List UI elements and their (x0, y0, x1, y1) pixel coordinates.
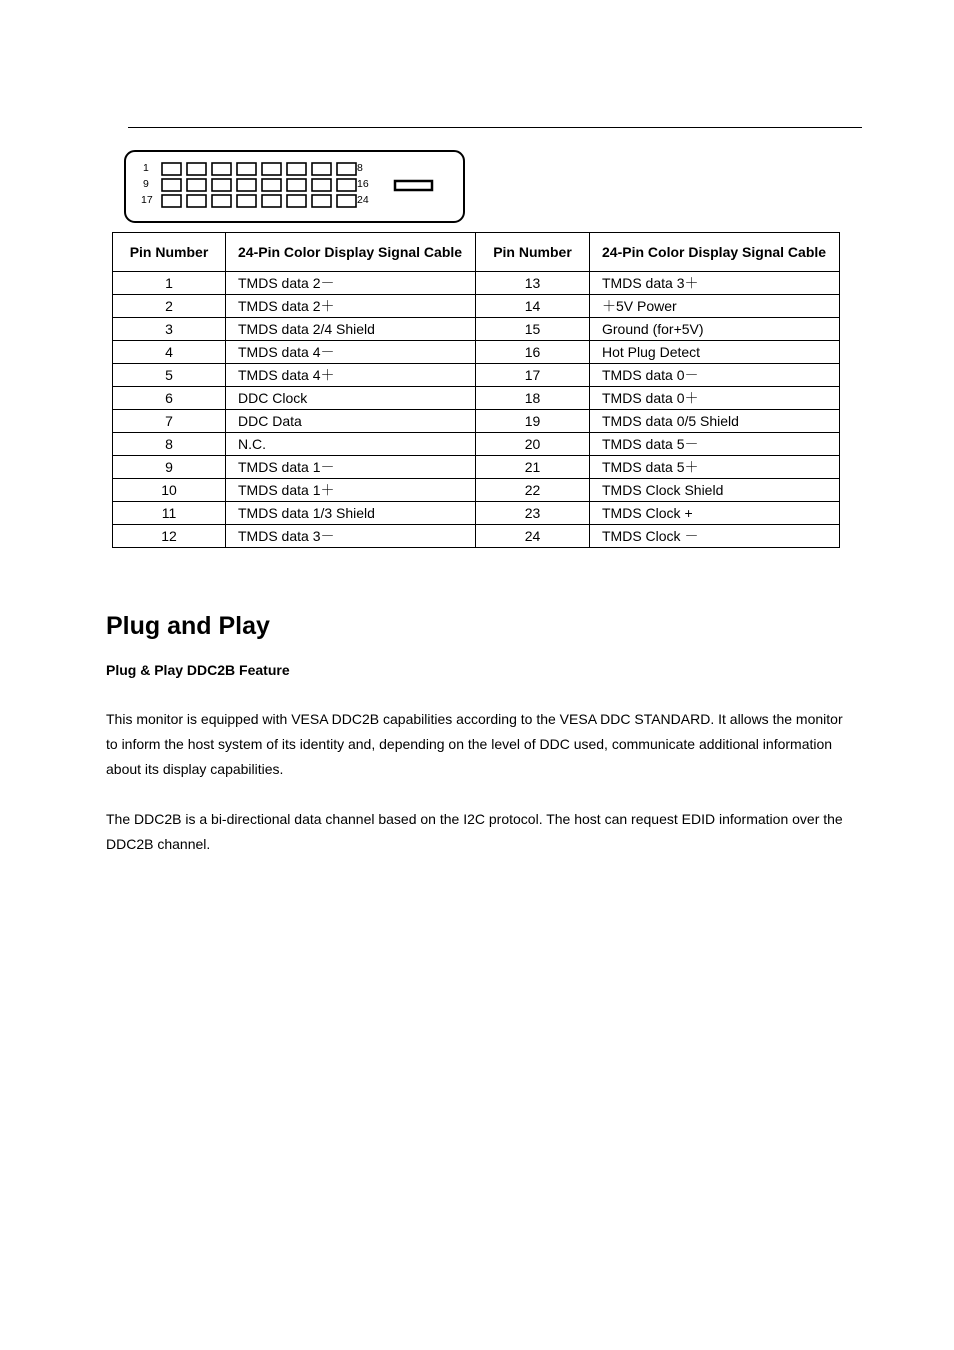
dvi-connector-svg (124, 150, 465, 223)
pin-number-cell: 5 (113, 364, 226, 387)
signal-cell: Ground (for+5V) (590, 318, 840, 341)
pin-number-cell: 10 (113, 479, 226, 502)
table-row (113, 295, 840, 318)
pin-number-cell: 24 (476, 525, 590, 548)
pin-label-17: 17 (141, 194, 153, 206)
pin-number-cell: 4 (113, 341, 226, 364)
table-row (113, 341, 840, 364)
signal-cell: TMDS data 4＋ (226, 364, 476, 387)
pin-label-8: 8 (357, 162, 363, 174)
pin-label-24: 24 (357, 194, 369, 206)
table-row (113, 525, 840, 548)
signal-cell: TMDS data 4－ (226, 341, 476, 364)
section-subheading: Plug & Play DDC2B Feature (106, 662, 290, 678)
signal-cell: TMDS data 2＋ (226, 295, 476, 318)
pin-number-cell: 3 (113, 318, 226, 341)
signal-cell: TMDS data 2－ (226, 272, 476, 295)
pin-number-cell: 9 (113, 456, 226, 479)
pin-number-cell: 16 (476, 341, 590, 364)
pin-number-cell: 18 (476, 387, 590, 410)
paragraph: The DDC2B is a bi-directional data channel based on the I2C protocol. The host can request EDID information over the DDC2B channel. (106, 811, 843, 852)
signal-cell: TMDS data 2/4 Shield (226, 318, 476, 341)
pin-number-cell: 19 (476, 410, 590, 433)
pin-number-cell: 22 (476, 479, 590, 502)
signal-cell: TMDS data 1－ (226, 456, 476, 479)
table-row (113, 364, 840, 387)
pin-number-cell: 7 (113, 410, 226, 433)
pin-number-cell: 13 (476, 272, 590, 295)
signal-cell: TMDS Clock Shield (590, 479, 840, 502)
pin-number-cell: 15 (476, 318, 590, 341)
table-row (113, 433, 840, 456)
dvi-connector-diagram (124, 150, 465, 223)
pin-number-cell: 20 (476, 433, 590, 456)
pin-number-cell: 23 (476, 502, 590, 525)
section-title: Plug and Play (106, 612, 270, 640)
pin-number-cell: 11 (113, 502, 226, 525)
signal-cell: TMDS data 1＋ (226, 479, 476, 502)
pin-number-cell: 14 (476, 295, 590, 318)
table-row (113, 387, 840, 410)
pin-number-cell: 6 (113, 387, 226, 410)
signal-cell: TMDS data 1/3 Shield (226, 502, 476, 525)
signal-cell: TMDS data 0/5 Shield (590, 410, 840, 433)
signal-cell: TMDS data 3＋ (590, 272, 840, 295)
pin-label-9: 9 (143, 178, 149, 190)
signal-cell: TMDS data 0－ (590, 364, 840, 387)
signal-cell: DDC Clock (226, 387, 476, 410)
signal-cell: DDC Data (226, 410, 476, 433)
signal-cell: TMDS data 0＋ (590, 387, 840, 410)
signal-cell: TMDS data 3－ (226, 525, 476, 548)
header-signal: 24-Pin Color Display Signal Cable (226, 233, 476, 272)
pin-number-cell: 2 (113, 295, 226, 318)
pin-number-cell: 21 (476, 456, 590, 479)
pin-number-cell: 8 (113, 433, 226, 456)
signal-cell: TMDS Clock + (590, 502, 840, 525)
table-row (113, 502, 840, 525)
table-row (113, 456, 840, 479)
paragraph: This monitor is equipped with VESA DDC2B capabilities according to the VESA DDC STANDARD. It allows the monitor to inform the host system of its identity and, depending on the level of DDC used, communicate additional information about its display capabilities. (106, 711, 843, 777)
signal-cell: TMDS Clock － (590, 525, 840, 548)
pin-number-cell: 17 (476, 364, 590, 387)
signal-cell: N.C. (226, 433, 476, 456)
header-pin-number: Pin Number (113, 233, 226, 272)
table-row (113, 318, 840, 341)
connector-outline (125, 151, 464, 222)
table-row (113, 272, 840, 295)
table-row (113, 410, 840, 433)
header-rule (128, 127, 862, 128)
pin-number-cell: 1 (113, 272, 226, 295)
table-header-row (113, 233, 840, 272)
signal-cell: TMDS data 5＋ (590, 456, 840, 479)
signal-cell: TMDS data 5－ (590, 433, 840, 456)
header-pin-number: Pin Number (476, 233, 590, 272)
pin-label-1: 1 (143, 162, 149, 174)
pin-assignment-table (112, 232, 840, 548)
header-signal: 24-Pin Color Display Signal Cable (590, 233, 840, 272)
signal-cell: ＋5V Power (590, 295, 840, 318)
pin-label-16: 16 (357, 178, 369, 190)
signal-cell: Hot Plug Detect (590, 341, 840, 364)
table-row (113, 479, 840, 502)
pin-number-cell: 12 (113, 525, 226, 548)
